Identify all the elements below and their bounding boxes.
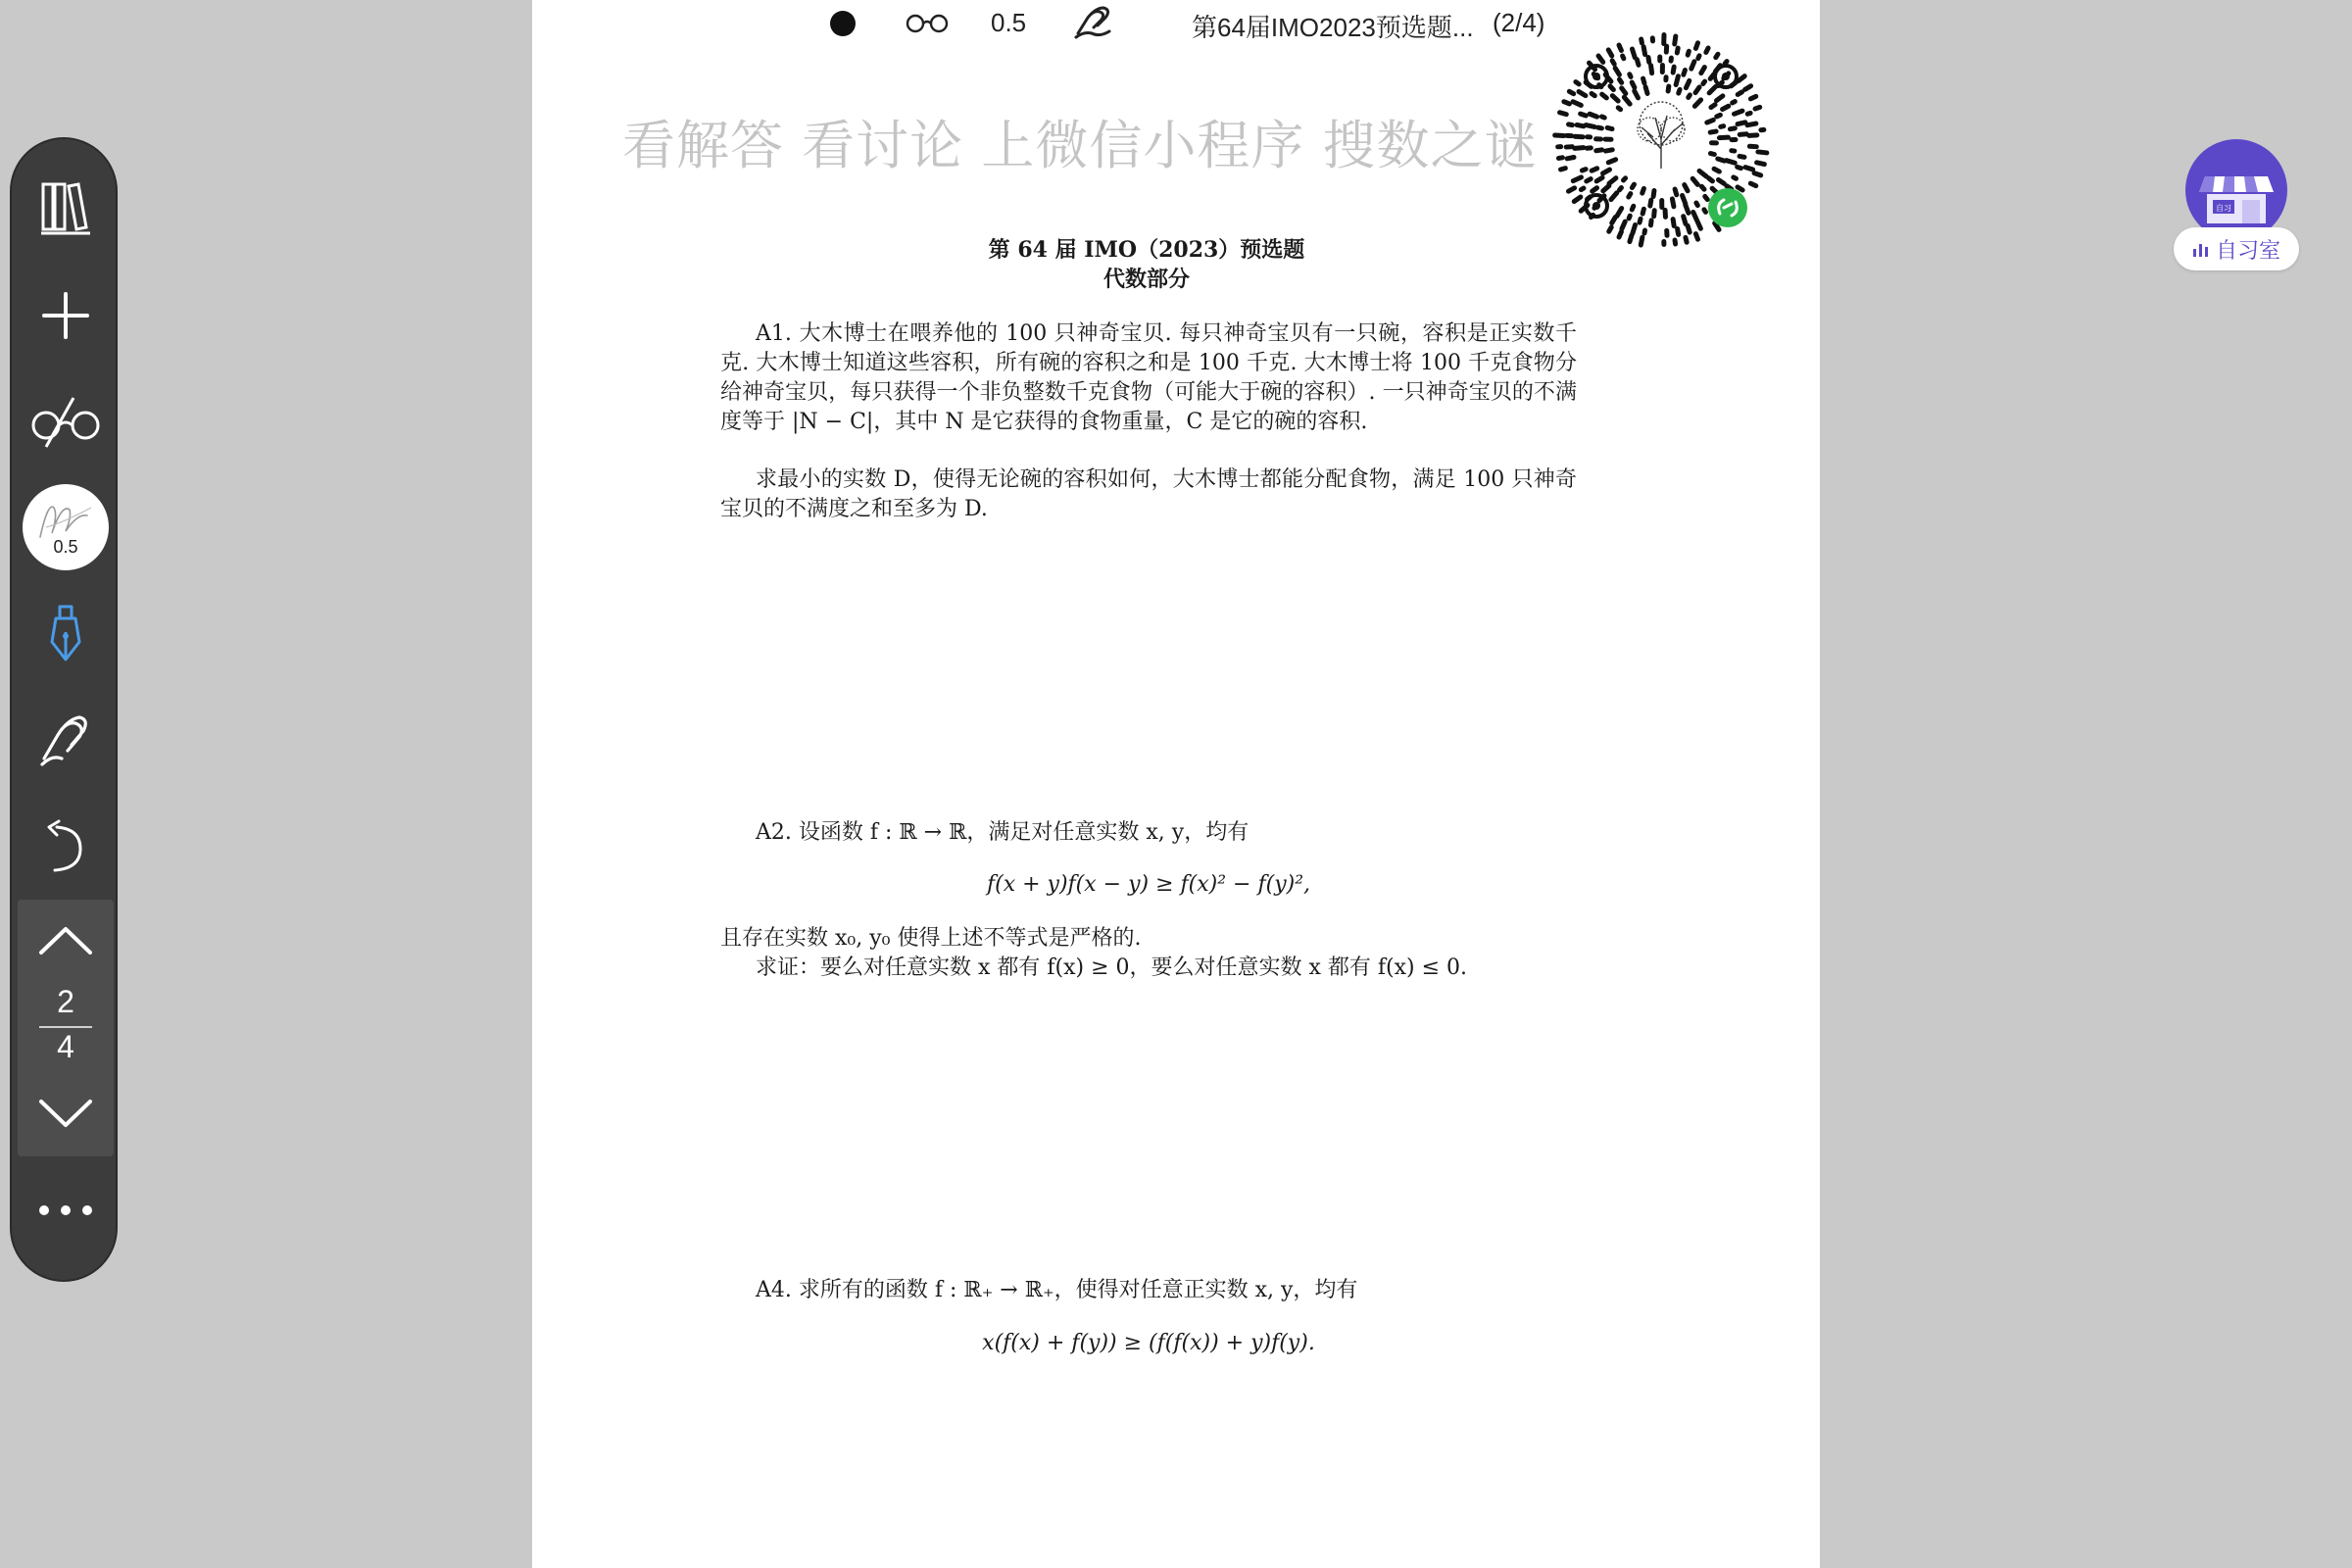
problem-a1-statement: A1. 大木博士在喂养他的 100 只神奇宝贝. 每只神奇宝贝有一只碗，容积是正实数千克. 大木博士知道这些容积，所有碗的容积之和是 100 千克. 大木博士将 100 千克食物分给神奇宝贝，每只获得一个非负整数千克食物（可能大于碗的容积）. 一只神奇宝贝的不满度等于 |N − C|，其中 N 是它获得的食物重量，C 是它的碗的容积.: [720, 321, 1577, 434]
page-indicator: (2/4): [1493, 8, 1545, 37]
study-room-label: [2174, 227, 2299, 270]
page-divider: [39, 1026, 92, 1028]
watermark-text: 看解答 看讨论 上微信小程序 搜数之谜: [622, 115, 1539, 176]
document-title: 第64届IMO2023预选题...: [1192, 13, 1474, 42]
problem-a2-statement: A2. 设函数 f : ℝ → ℝ，满足对任意实数 x, y，均有: [756, 820, 1250, 845]
problem-a1-question: 求最小的实数 D，使得无论碗的容积如何，大木博士都能分配食物，满足 100 只神奇宝贝的不满度之和至多为 D.: [720, 467, 1577, 521]
sign-tool-button[interactable]: [12, 700, 120, 778]
stroke-width-value[interactable]: 0.5: [991, 8, 1027, 37]
glasses-icon: [28, 394, 103, 449]
undo-button[interactable]: [12, 808, 120, 886]
signature-hand-icon[interactable]: [1074, 4, 1113, 39]
problem-a2-condition: 且存在实数 x₀, y₀ 使得上述不等式是严格的.: [720, 926, 1142, 951]
current-page-number: 2: [57, 984, 74, 1019]
problem-a2-formula: f(x + y)f(x − y) ≥ f(x)² − f(y)²,: [986, 872, 1311, 897]
bar-chart-icon: [2192, 240, 2210, 258]
signature-hand-icon: [38, 711, 93, 766]
undo-icon: [43, 819, 88, 874]
chevron-down-icon[interactable]: [18, 1086, 114, 1145]
glasses-icon[interactable]: [905, 12, 950, 35]
pen-width-value: 0.5: [53, 537, 78, 557]
pen-width-selector[interactable]: [23, 484, 109, 570]
svg-text:自习: 自习: [2216, 204, 2231, 213]
document-heading: 第 64 届 IMO（2023）预选题: [988, 237, 1305, 263]
document-subheading: 代数部分: [1102, 267, 1190, 292]
more-dots-icon: [36, 1203, 95, 1217]
page-navigator: [18, 900, 114, 1156]
reading-mode-button[interactable]: [12, 382, 120, 461]
left-toolbar: [10, 137, 118, 1282]
bookshelf-icon: [39, 178, 92, 237]
library-button[interactable]: [12, 169, 120, 247]
total-pages-number: 4: [57, 1029, 74, 1064]
pen-color-indicator[interactable]: [830, 11, 856, 36]
pen-tool-button[interactable]: [12, 594, 120, 672]
problem-a4-formula: x(f(x) + f(y)) ≥ (f(f(x)) + y)f(y).: [982, 1331, 1315, 1355]
plus-icon: [40, 290, 91, 341]
top-status-bar: [0, 0, 2352, 47]
more-options-button[interactable]: [12, 1202, 120, 1221]
chevron-up-icon[interactable]: [18, 909, 114, 968]
study-room-button[interactable]: [2170, 137, 2303, 276]
add-button[interactable]: [12, 276, 120, 355]
study-room-text: 自习室: [2215, 238, 2280, 264]
problem-a2-claim: 求证：要么对任意实数 x 都有 f(x) ≥ 0，要么对任意实数 x 都有 f(x) ≤ 0.: [756, 956, 1468, 980]
mini-program-qr-code[interactable]: [1551, 31, 1771, 251]
problem-a4-statement: A4. 求所有的函数 f : ℝ₊ → ℝ₊，使得对任意正实数 x, y，均有: [756, 1278, 1358, 1302]
fountain-pen-icon: [46, 603, 85, 663]
